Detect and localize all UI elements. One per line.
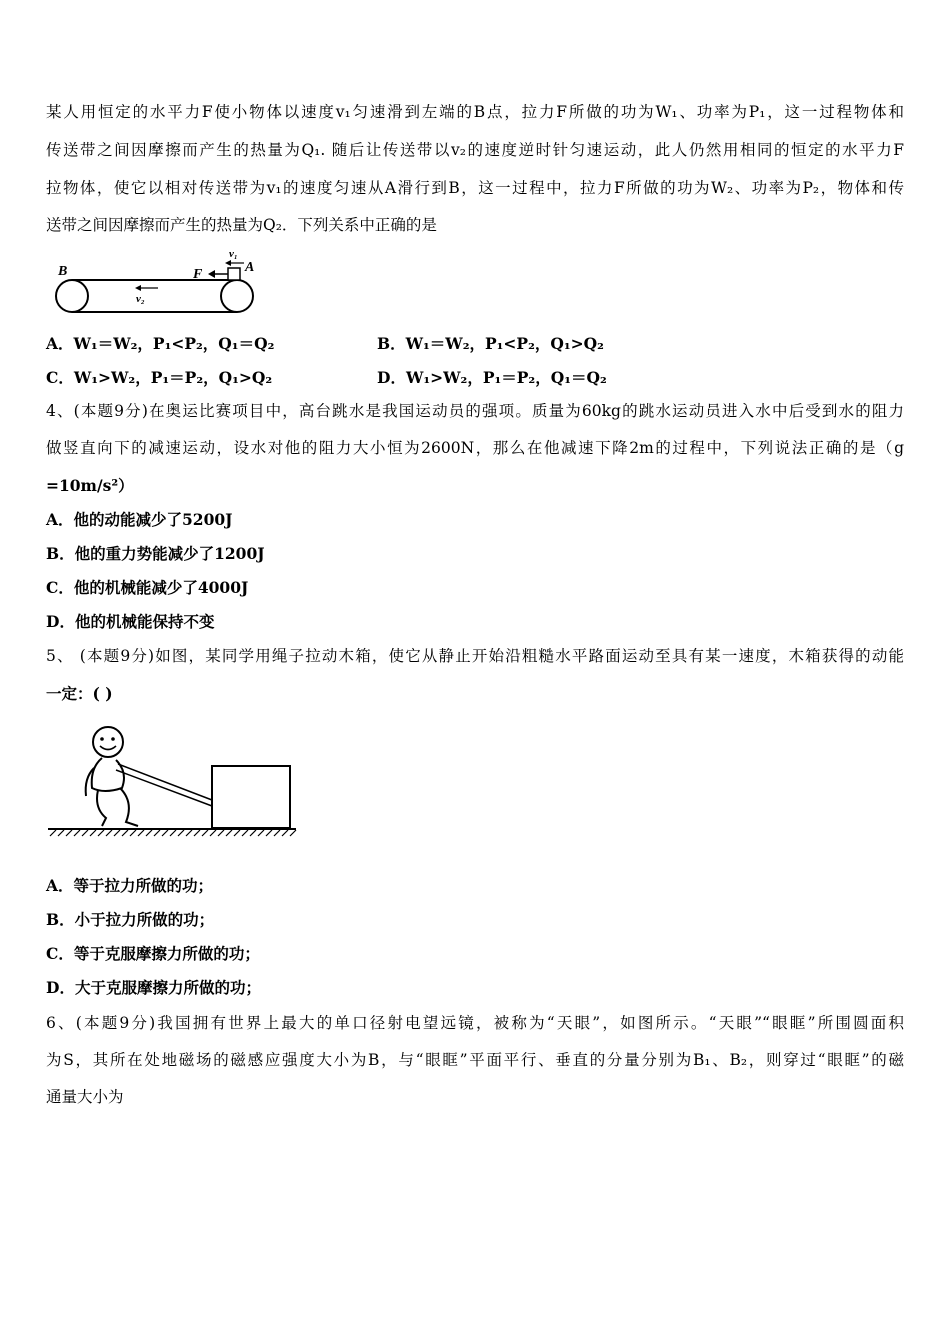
q4-option-c[interactable]: C．他的机械能减少了4000J — [46, 578, 249, 597]
q5-line-2: 一定：( ) — [46, 684, 113, 703]
block-a — [228, 268, 240, 280]
label-a: A — [245, 260, 255, 275]
q5-option-d[interactable]: D．大于克服摩擦力所做的功； — [46, 978, 261, 997]
q3-option-a[interactable]: A．W₁＝W₂，P₁<P₂，Q₁＝Q₂ — [46, 334, 275, 353]
left-roller — [56, 280, 88, 312]
person-head — [93, 727, 123, 757]
q5-option-c[interactable]: C．等于克服摩擦力所做的功； — [46, 944, 260, 963]
q3-line-1: 某人用恒定的水平力F使小物体以速度v₁匀速滑到左端的B点，拉力F所做的功为W₁、功率为P₁，这一过程物体和 — [46, 103, 904, 121]
v1-arrowhead — [225, 260, 231, 266]
q4-line-1: 4、(本题9分)在奥运比赛项目中，高台跳水是我国运动员的强项。质量为60kg的跳水运动员进入水中后受到水的阻力 — [46, 402, 904, 420]
q3-line-2: 传送带之间因摩擦而产生的热量为Q₁. 随后让传送带以v₂的速度逆时针匀速运动，此人仍然用相同的恒定的水平力F — [46, 141, 904, 159]
q4-option-d[interactable]: D．他的机械能保持不变 — [46, 612, 215, 631]
person-pulling-box-figure — [46, 722, 302, 842]
ground-hatching — [50, 830, 296, 836]
person-legs — [97, 788, 138, 826]
conveyor-belt-figure — [50, 244, 265, 316]
label-v2: v₂ — [136, 293, 145, 305]
q5-line-1: 5、 (本题9分)如图，某同学用绳子拉动木箱，使它从静止开始沿粗糙水平路面运动至具有某一速度，木箱获得的动能 — [46, 647, 904, 665]
q3-option-c[interactable]: C．W₁>W₂，P₁＝P₂，Q₁>Q₂ — [46, 368, 273, 387]
q4-line-2: 做竖直向下的减速运动，设水对他的阻力大小恒为2600N，那么在他减速下降2m的过程中，下列说法正确的是（g — [46, 439, 904, 457]
q6-line-3: 通量大小为 — [46, 1088, 124, 1106]
q3-line-4: 送带之间因摩擦而产生的热量为Q₂．下列关系中正确的是 — [46, 216, 437, 234]
rope-lower — [116, 770, 212, 806]
force-arrowhead — [208, 270, 215, 278]
label-v1: v₁ — [229, 248, 238, 260]
person-body — [92, 758, 124, 791]
q4-option-a[interactable]: A．他的动能减少了5200J — [46, 510, 233, 529]
person-left-eye — [100, 737, 104, 741]
q3-option-b[interactable]: B．W₁＝W₂，P₁<P₂，Q₁>Q₂ — [377, 334, 604, 353]
q4-option-b[interactable]: B．他的重力势能减少了1200J — [46, 544, 265, 563]
person-smile — [100, 746, 116, 750]
q3-option-d[interactable]: D．W₁>W₂，P₁＝P₂，Q₁＝Q₂ — [377, 368, 607, 387]
q5-option-a[interactable]: A．等于拉力所做的功； — [46, 876, 214, 895]
q6-line-1: 6、(本题9分)我国拥有世界上最大的单口径射电望远镜，被称为“天眼”，如图所示。“天眼”“眼眶”所围圆面积 — [46, 1014, 904, 1032]
q5-option-b[interactable]: B．小于拉力所做的功； — [46, 910, 215, 929]
label-b: B — [58, 264, 68, 279]
q4-line-3: =10m/s²） — [46, 476, 134, 495]
q3-line-3: 拉物体，使它以相对传送带为v₁的速度匀速从A滑行到B，这一过程中，拉力F所做的功为W₂、功率为P₂，物体和传 — [46, 179, 904, 197]
rope-upper — [118, 764, 212, 800]
right-roller — [221, 280, 253, 312]
v2-arrowhead — [135, 285, 141, 291]
wooden-box — [212, 766, 290, 828]
person-right-eye — [111, 737, 115, 741]
q6-line-2: 为S，其所在处地磁场的磁感应强度大小为B，与“眼眶”平面平行、垂直的分量分别为B₁、B₂，则穿过“眼眶”的磁 — [46, 1051, 904, 1069]
label-f: F — [193, 267, 203, 282]
